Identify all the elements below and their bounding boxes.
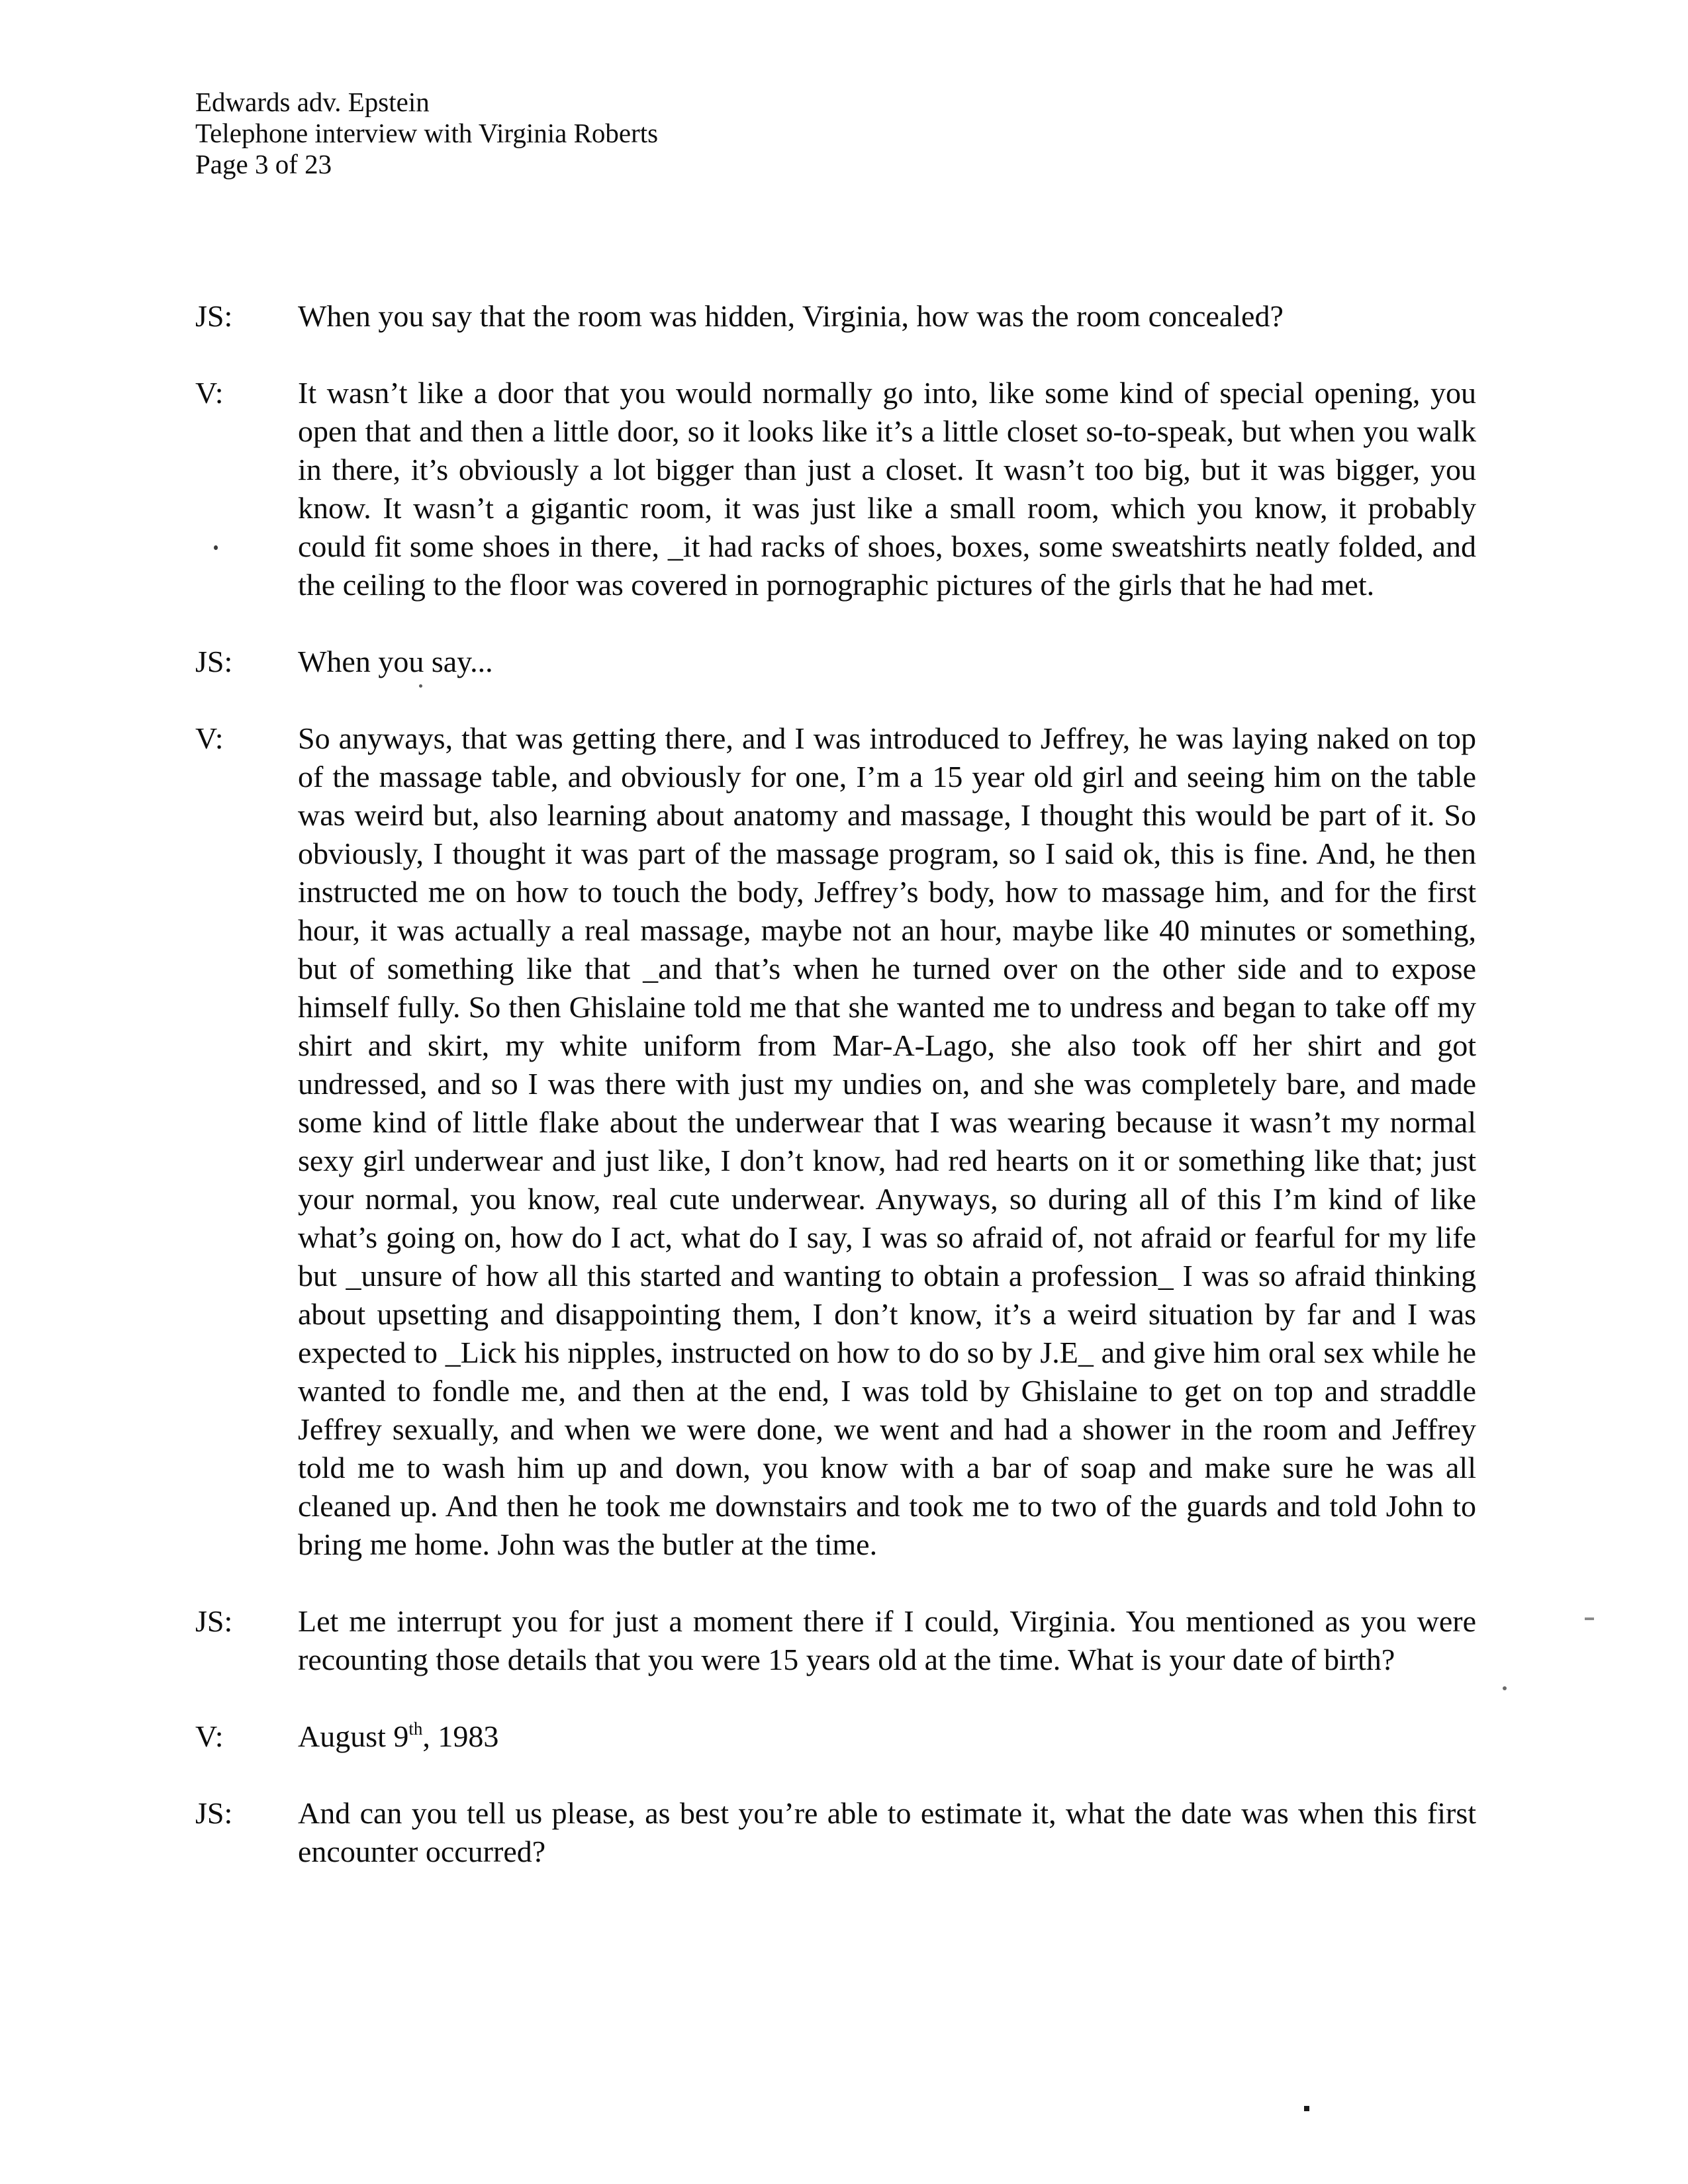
- scan-artifact: [214, 545, 218, 550]
- transcript: [195, 297, 1476, 1909]
- scan-artifact: [1503, 1686, 1507, 1690]
- speaker-label: JS:: [195, 1604, 233, 1638]
- superscript-ordinal: th: [408, 1719, 423, 1739]
- speaker-label: V:: [195, 376, 224, 410]
- scan-artifact: [419, 684, 422, 688]
- speaker-label: V:: [195, 1719, 224, 1753]
- speech-text: And can you tell us please, as best you’re able to estimate it, what the date was when this first encounter occurred?: [298, 1796, 1476, 1868]
- speaker-label: V:: [195, 721, 224, 755]
- transcript-entry: [195, 297, 1476, 336]
- speech-text: It wasn’t like a door that you would normally go into, like some kind of special opening, you open that and then a little door, so it looks like it’s a little closet so-to-speak, but when you walk in there, it’s obviously a lot bigger than just a closet. It wasn’t too big, but it was bigger, you know. It wasn’t a gigantic room, it was just like a small room, which you know, it probably could fit some shoes in there, _it had racks of shoes, boxes, some sweatshirts neatly folded, and the ceiling to the floor was covered in pornographic pictures of the girls that he had met.: [298, 376, 1476, 602]
- date-of-birth-text: August 9: [298, 1719, 409, 1753]
- speaker-label: JS:: [195, 1796, 233, 1830]
- speech-text: Let me interrupt you for just a moment there if I could, Virginia. You mentioned as you were recounting those details that you were 15 years old at the time. What is your date of birth?: [298, 1604, 1476, 1676]
- speech-text: When you say...: [298, 645, 493, 678]
- transcript-entry: [195, 1794, 1476, 1871]
- transcript-entry: [195, 643, 1476, 681]
- date-of-birth-year: , 1983: [422, 1719, 499, 1753]
- speaker-label: JS:: [195, 299, 233, 333]
- page-header: [195, 87, 658, 180]
- speech-text: When you say that the room was hidden, Virginia, how was the room concealed?: [298, 299, 1284, 333]
- header-page-number: Page 3 of 23: [195, 149, 332, 179]
- scan-artifact: [1585, 1617, 1594, 1620]
- transcript-entry: [195, 719, 1476, 1564]
- transcript-entry: [195, 374, 1476, 604]
- speaker-label: JS:: [195, 645, 233, 678]
- speech-text: So anyways, that was getting there, and I was introduced to Jeffrey, he was laying naked on top of the massage table, and obviously for one, I’m a 15 year old girl and seeing him on the table was weird but, also learning about anatomy and massage, I thought this would be part of it. So obviously, I thought it was part of the massage program, so I said ok, this is fine. And, he then instructed me on how to touch the body, Jeffrey’s body, how to massage him, and for the first hour, it was actually a real massage, maybe not an hour, maybe like 40 minutes or something, but of something like that _and that’s when he turned over on the other side and to expose himself fully. So then Ghislaine told me that she wanted me to undress and began to take off my shirt and skirt, my white uniform from Mar-A-Lago, she also took off her shirt and got undressed, and so I was there with just my undies on, and she was completely bare, and made some kind of little flake about the underwear that I was wearing because it wasn’t my normal sexy girl underwear and just like, I don’t know, had red hearts on it or something like that; just your normal, you know, real cute underwear. Anyways, so during all of this I’m kind of like what’s going on, how do I act, what do I say, I was so afraid of, not afraid or fearful for my life but _unsure of how all this started and wanting to obtain a profession_ I was so afraid thinking about upsetting and disappointing them, I don’t know, it’s a weird situation by far and I was expected to _Lick his nipples, instructed on how to do so by J.E_ and give him oral sex while he wanted to fondle me, and then at the end, I was told by Ghislaine to get on top and straddle Jeffrey sexually, and when we were done, we went and had a shower in the room and Jeffrey told me to wash him up and down, you know with a bar of soap and make sure he was all cleaned up. And then he took me downstairs and took me to two of the guards and told John to bring me home. John was the butler at the time.: [298, 721, 1476, 1561]
- transcript-entry: [195, 1717, 1476, 1756]
- header-case-title: Edwards adv. Epstein: [195, 87, 430, 117]
- header-subtitle: Telephone interview with Virginia Roberts: [195, 118, 659, 148]
- transcript-entry: [195, 1602, 1476, 1679]
- speech-text: [298, 1717, 1476, 1756]
- scan-artifact: [1304, 2106, 1309, 2111]
